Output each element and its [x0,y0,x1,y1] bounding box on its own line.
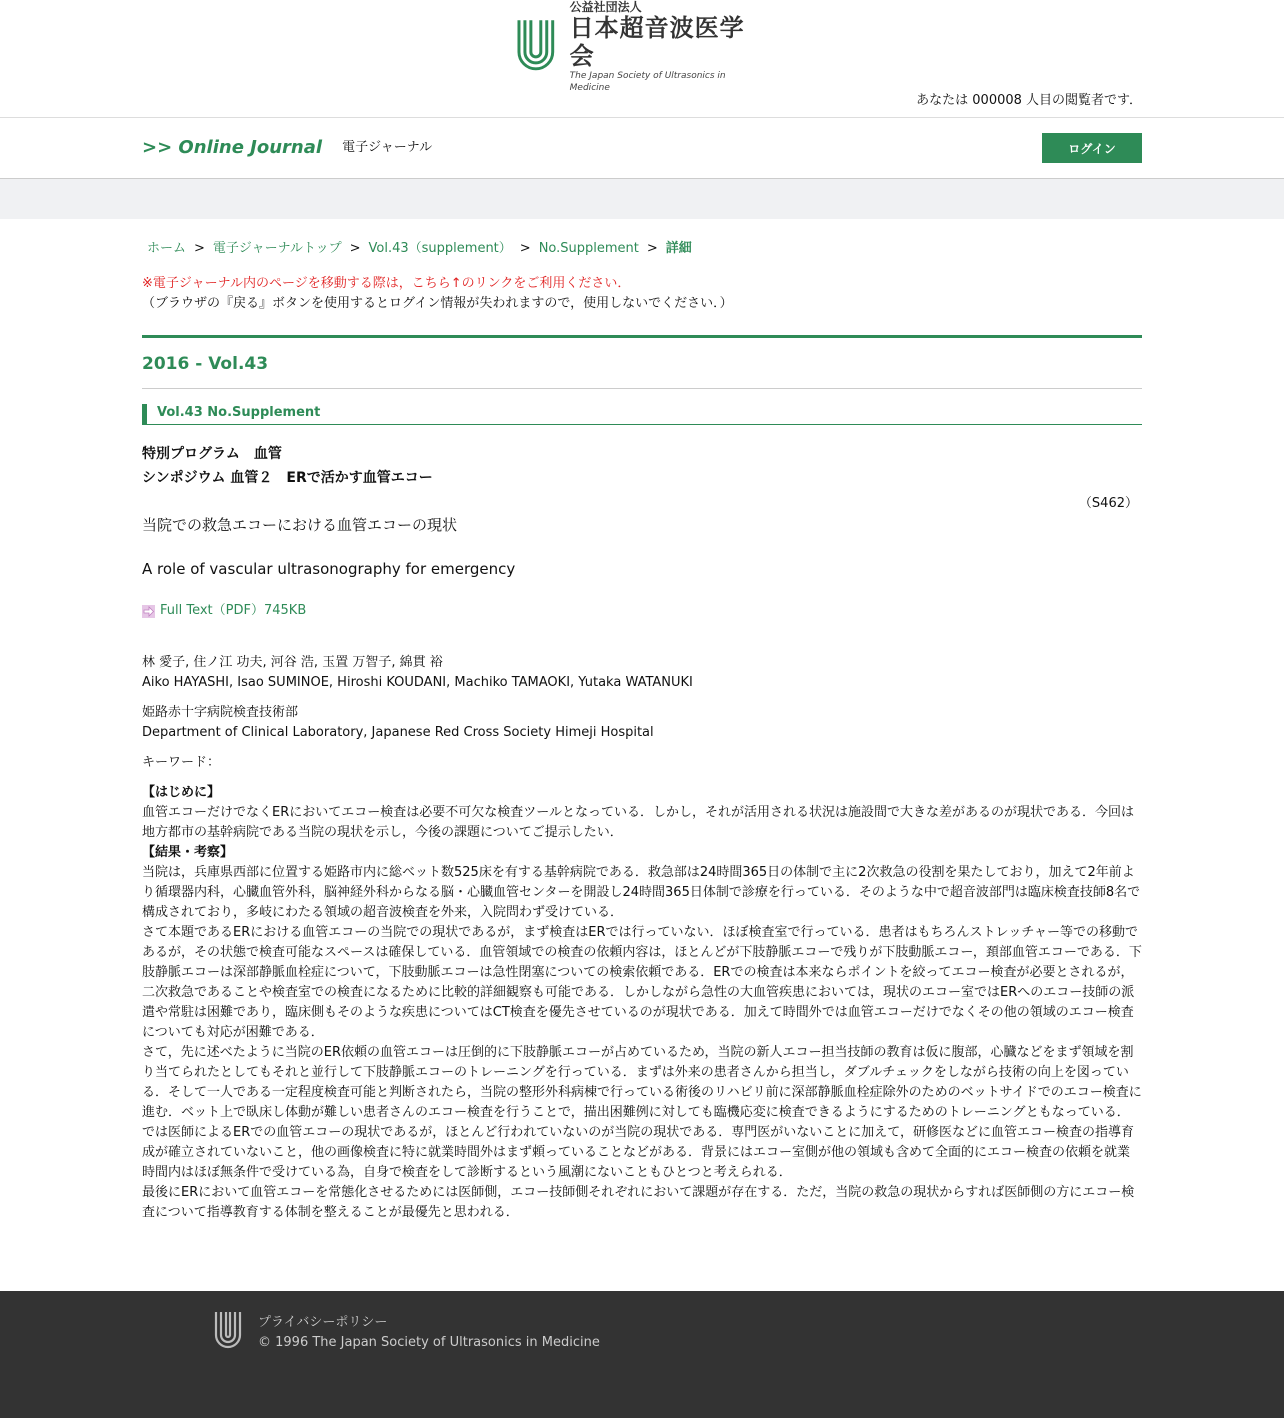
article-title-en: A role of vascular ultrasonography for emergency [142,560,516,578]
affiliation-ja: 姫路赤十字病院検査技術部 [142,705,299,720]
journal-navbar [0,117,1284,179]
authors [142,653,1142,693]
site-footer [0,1291,1284,1418]
privacy-policy-link[interactable]: プライバシーポリシー [258,1315,388,1330]
jsum-footer-logo-icon [214,1311,242,1351]
navigation-notice [142,274,1142,314]
logo-org-name: 日本超音波医学会 [569,14,745,70]
visitor-counter: あなたは 000008 人目の閲覧者です． [916,93,1142,108]
breadcrumb-current: 詳細 [665,241,692,256]
abstract-paragraph: さて，先に述べたように当院のER依頼の血管エコーは圧倒的に下肢静脈エコーが占めているため，当院の新人エコー担当技師の教育は仮に腹部，心臓などをまず領域を割り当てられたとしてもそれと並行して下肢静脈エコーのトレーニングを行っている．まずは外来の患者さんから担当し，ダブルチェックをしながら技術の向上を図っている．そして一人である一定程度検査可能と判断されたら，当院の整形外科病棟で行っている術後のリハビリ前に深部静脈血栓症除外のためのベットサイドでのエコー検査に進む．ベット上で臥床し体動が難しい患者さんのエコー検査を行うことで，描出困難例に対しても臨機応変に検査できるようにするためのトレーニングともなっている． [142,1045,1142,1120]
arrow-right-icon [142,605,155,618]
abstract-paragraph: では医師によるERでの血管エコーの現状であるが，ほとんど行われていないのが当院の現状である．専門医がいないことに加えて，研修医などに血管エコー検査の指導育成が確立されていないこと，他の画像検査に特に就業時間外はまず頼っていることなどがある．背景にはエコー室側が他の領域も含めて全面的にエコー検査の依頼を就業時間内はほぼ無条件で受けている為，自身で検査をして診断するという風潮にないこともひとつと考えられる． [142,1125,1134,1180]
keywords: キーワード： [142,755,221,770]
breadcrumb [142,239,1142,259]
main-content [142,239,1142,1223]
grey-band [0,179,1284,219]
breadcrumb-volume[interactable]: Vol.43（supplement） [368,241,512,256]
copyright: © 1996 The Japan Society of Ultrasonics in Medicine [258,1335,600,1350]
pdf-link-row [142,601,1142,621]
affiliation [142,703,1142,743]
authors-ja: 林 愛子, 住ノ江 功夫, 河谷 浩, 玉置 万智子, 綿貫 裕 [142,655,443,670]
authors-en: Aiko HAYASHI, Isao SUMINOE, Hiroshi KOUDANI, Machiko TAMAOKI, Yutaka WATANUKI [142,675,693,690]
site-logo[interactable] [516,0,768,93]
page-number: （S462） [1078,496,1138,511]
abstract-heading-intro: 【はじめに】 [142,785,221,800]
login-button[interactable]: ログイン [1042,133,1142,163]
volume-header [142,335,1142,389]
online-journal-title[interactable]: >> Online Journal [142,137,323,158]
program-heading [142,442,1142,490]
abstract-paragraph: 当院は，兵庫県西部に位置する姫路市内に総ベット数525床を有する基幹病院である．救急部は24時間365日の体制で主に2次救急の役割を果たしており，加えて2年前より循環器内科，心臓血管外科，脳神経外科からなる脳・心臓血管センターを開設し24時間365日体制で診療を行っている．そのような中で超音波部門は臨床検査技師8名で構成されており，多岐にわたる領域の超音波検査を外来，入院問わず受けている． [142,865,1141,920]
jsum-logo-icon [516,18,556,76]
breadcrumb-home[interactable]: ホーム [147,241,187,256]
notice-note: （ブラウザの『戻る』ボタンを使用するとログイン情報が失われますので，使用しないでください．） [142,296,733,311]
issue-number-heading: Vol.43 No.Supplement [142,404,1142,425]
abstract-paragraph: 最後にERにおいて血管エコーを常態化させるためには医師側，エコー技師側それぞれにおいて課題が存在する．ただ，当院の救急の現状からすれば医師側の方にエコー検査について指導教育する体制を整えることが最優先と思われる． [142,1185,1135,1220]
abstract-paragraph: 血管エコーだけでなくERにおいてエコー検査は必要不可欠な検査ツールとなっている．しかし，それが活用される状況は施設間で大きな差があるのが現状である．今回は地方都市の基幹病院である当院の現状を示し，今後の課題についてご提示したい． [142,805,1134,840]
article-title-ja: 当院での救急エコーにおける血管エコーの現状 [142,516,458,534]
breadcrumb-separator: > [349,241,361,256]
program-category: 特別プログラム 血管 [142,446,282,462]
abstract [142,783,1142,1223]
breadcrumb-separator: > [194,241,205,256]
site-header [0,0,1284,117]
breadcrumb-separator: > [646,241,658,256]
abstract-heading-results: 【結果・考察】 [142,845,234,860]
online-journal-subtitle: 電子ジャーナル [342,140,433,155]
breadcrumb-number[interactable]: No.Supplement [538,241,639,256]
symposium-title: シンポジウム 血管２ ERで活かす血管エコー [142,470,433,486]
breadcrumb-journal-top[interactable]: 電子ジャーナルトップ [212,241,342,256]
logo-org-type: 公益社団法人 [569,0,642,14]
notice-warning: ※電子ジャーナル内のページを移動する際は，こちら↑のリンクをご利用ください． [142,276,631,291]
affiliation-en: Department of Clinical Laboratory, Japanese Red Cross Society Himeji Hospital [142,725,654,740]
logo-org-name-en: The Japan Society of Ultrasonics in Medicine [569,71,726,93]
volume-title: 2016 - Vol.43 [142,338,1142,389]
abstract-paragraph: さて本題であるERにおける血管エコーの当院での現状であるが，まず検査はERでは行っていない．ほぼ検査室で行っている．患者はもちろんストレッチャー等での移動であるが，その状態で検査可能なスペースは確保している．血管領域での検査の依頼内容は，ほとんどが下肢静脈エコーで残りが下肢動脈エコー，頚部血管エコーである．下肢静脈エコーは深部静脈血栓症について，下肢動脈エコーは急性閉塞についての検索依頼である．ERでの検査は本来ならポイントを絞ってエコー検査が必要とされるが，二次救急であることや検査室での検査になるために比較的詳細観察も可能である．しかしながら急性の大血管疾患においては，現状のエコー室ではERへのエコー技師の派遣や常駐は困難であり，臨床側もそのような疾患についてはCT検査を優先させているのが現状である．加えて時間外では血管エコーだけでなくその他の領域のエコー検査についても対応が困難である． [142,925,1142,1040]
full-text-pdf-link[interactable]: Full Text（PDF）745KB [160,603,307,618]
breadcrumb-separator: > [519,241,531,256]
